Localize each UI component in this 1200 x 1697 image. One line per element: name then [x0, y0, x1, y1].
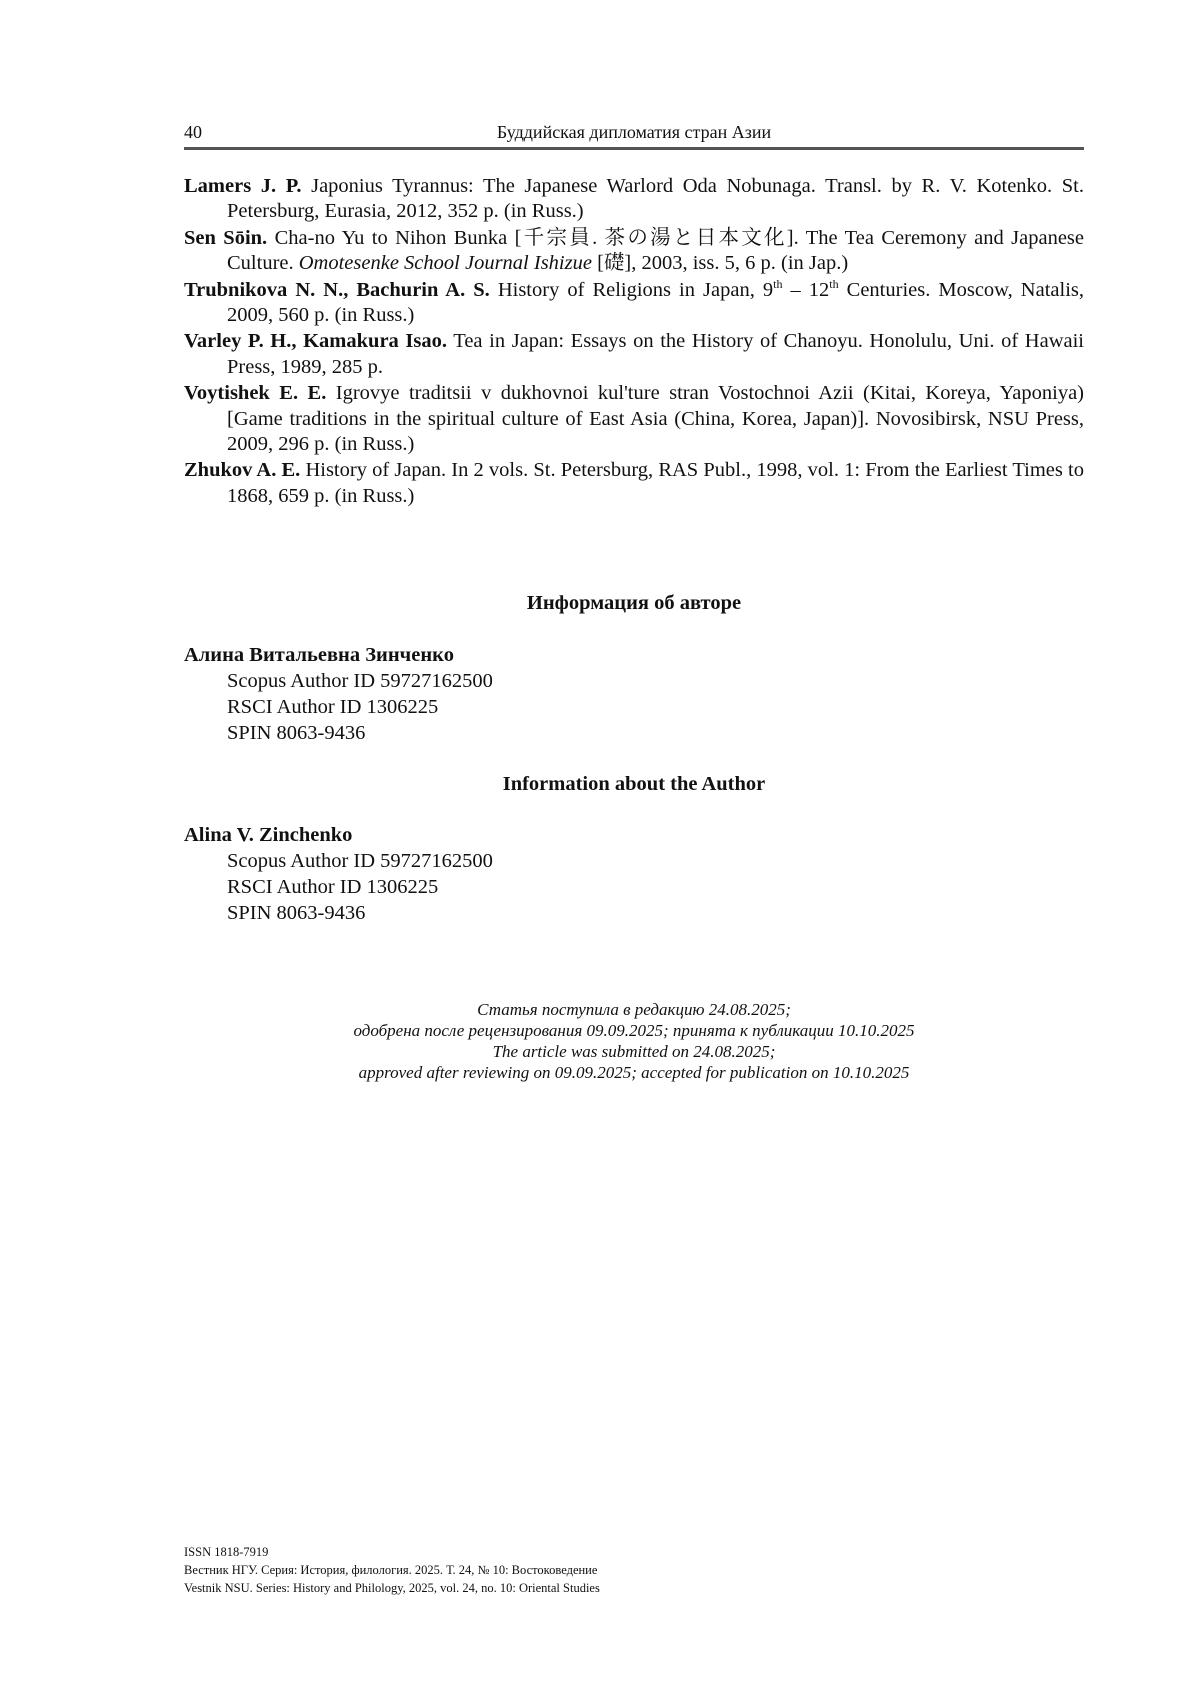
reference-author: Zhukov A. E. — [184, 459, 301, 482]
reference-text: History of Religions in Japan, 9 — [497, 278, 774, 301]
reference-journal: Omotesenke School Journal Ishizue — [298, 252, 592, 275]
reference-text: Japonius Tyrannus: The Japanese Warlord Oda Nobunaga. Transl. by R. V. Kotenko. St. Petersburg, Eurasia, 2012, 352 p. (in Russ.) — [227, 175, 1084, 223]
reference-item — [184, 381, 1084, 457]
date-line: The article was submitted on 24.08.2025; — [492, 1042, 776, 1061]
reference-item — [184, 278, 1084, 329]
date-line: approved after reviewing on 09.09.2025; accepted for publication on 10.10.2025 — [358, 1063, 910, 1082]
reference-text: Centuries. Moscow, Natalis, 2009, 560 p. (in Russ.) — [227, 278, 1084, 327]
reference-item — [184, 226, 1084, 277]
rsci-id: RSCI Author ID 1306225 — [227, 876, 439, 898]
running-title: Буддийская дипломатия стран Азии — [496, 122, 772, 142]
reference-item — [184, 174, 1084, 225]
scopus-id: Scopus Author ID 59727162500 — [227, 850, 493, 872]
author-info-ru — [184, 642, 1084, 746]
spin-id: SPIN 8063-9436 — [227, 722, 366, 744]
journal-citation-en: Vestnik NSU. Series: History and Philology, 2025, vol. 24, no. 10: Oriental Studies — [184, 1581, 600, 1595]
submission-dates — [184, 999, 1084, 1083]
page-footer — [184, 1543, 1084, 1597]
reference-author: Voytishek E. E. — [184, 382, 327, 405]
page-header — [184, 121, 1084, 147]
reference-author: Trubnikova N. N., Bachurin A. S. — [184, 278, 490, 301]
author-info-en — [184, 822, 1084, 926]
author-name-ru: Алина Витальевна Зинченко — [184, 644, 454, 666]
journal-citation-ru: Вестник НГУ. Серия: История, филология. 2025. Т. 24, № 10: Востоковедение — [184, 1563, 598, 1577]
author-info-en-title: Information about the Author — [502, 773, 766, 795]
ordinal-suffix: th — [829, 276, 839, 291]
reference-author: Lamers J. P. — [184, 175, 302, 197]
reference-list — [184, 174, 1084, 510]
date-line: одобрена после рецензирования 09.09.2025; принята к публикации 10.10.2025 — [353, 1021, 915, 1040]
spin-id: SPIN 8063-9436 — [227, 902, 366, 924]
page-number: 40 — [184, 122, 202, 142]
issn: ISSN 1818-7919 — [184, 1545, 269, 1559]
reference-author: Sen Sōin. — [184, 226, 268, 249]
reference-text: Cha-no Yu to Nihon Bunka [千宗員. 茶の湯と日本文化]. The Tea Ceremony and Japanese Culture. — [227, 226, 1085, 275]
reference-text: Igrovye traditsii v dukhovnoi kul'ture stran Vostochnoi Azii (Kitai, Koreya, Yaponiya) [Game traditions in the spiritual culture of East Asia (China, Korea, Japan)]. Novosibirsk, NSU Press, 2009, 296 p. (in Russ.) — [227, 382, 1085, 456]
author-info-ru-title: Информация об авторе — [526, 592, 742, 614]
ordinal-suffix: th — [773, 276, 783, 291]
reference-author: Varley P. H., Kamakura Isao. — [184, 330, 447, 353]
header-rule — [184, 147, 1084, 150]
reference-text: [礎], 2003, iss. 5, 6 p. (in Jap.) — [597, 252, 849, 275]
reference-item — [184, 458, 1084, 509]
author-name-en: Alina V. Zinchenko — [184, 824, 353, 846]
reference-text: Tea in Japan: Essays on the History of Chanoyu. Honolulu, Uni. of Hawaii Press, 1989, 285 p. — [227, 330, 1084, 378]
reference-text: – 12 — [790, 278, 830, 301]
rsci-id: RSCI Author ID 1306225 — [227, 696, 439, 718]
reference-item — [184, 329, 1084, 380]
date-line: Статья поступила в редакцию 24.08.2025; — [477, 1000, 791, 1019]
reference-text: History of Japan. In 2 vols. St. Petersburg, RAS Publ., 1998, vol. 1: From the Earliest Times to 1868, 659 p. (in Russ.) — [227, 459, 1084, 507]
scopus-id: Scopus Author ID 59727162500 — [227, 670, 493, 692]
